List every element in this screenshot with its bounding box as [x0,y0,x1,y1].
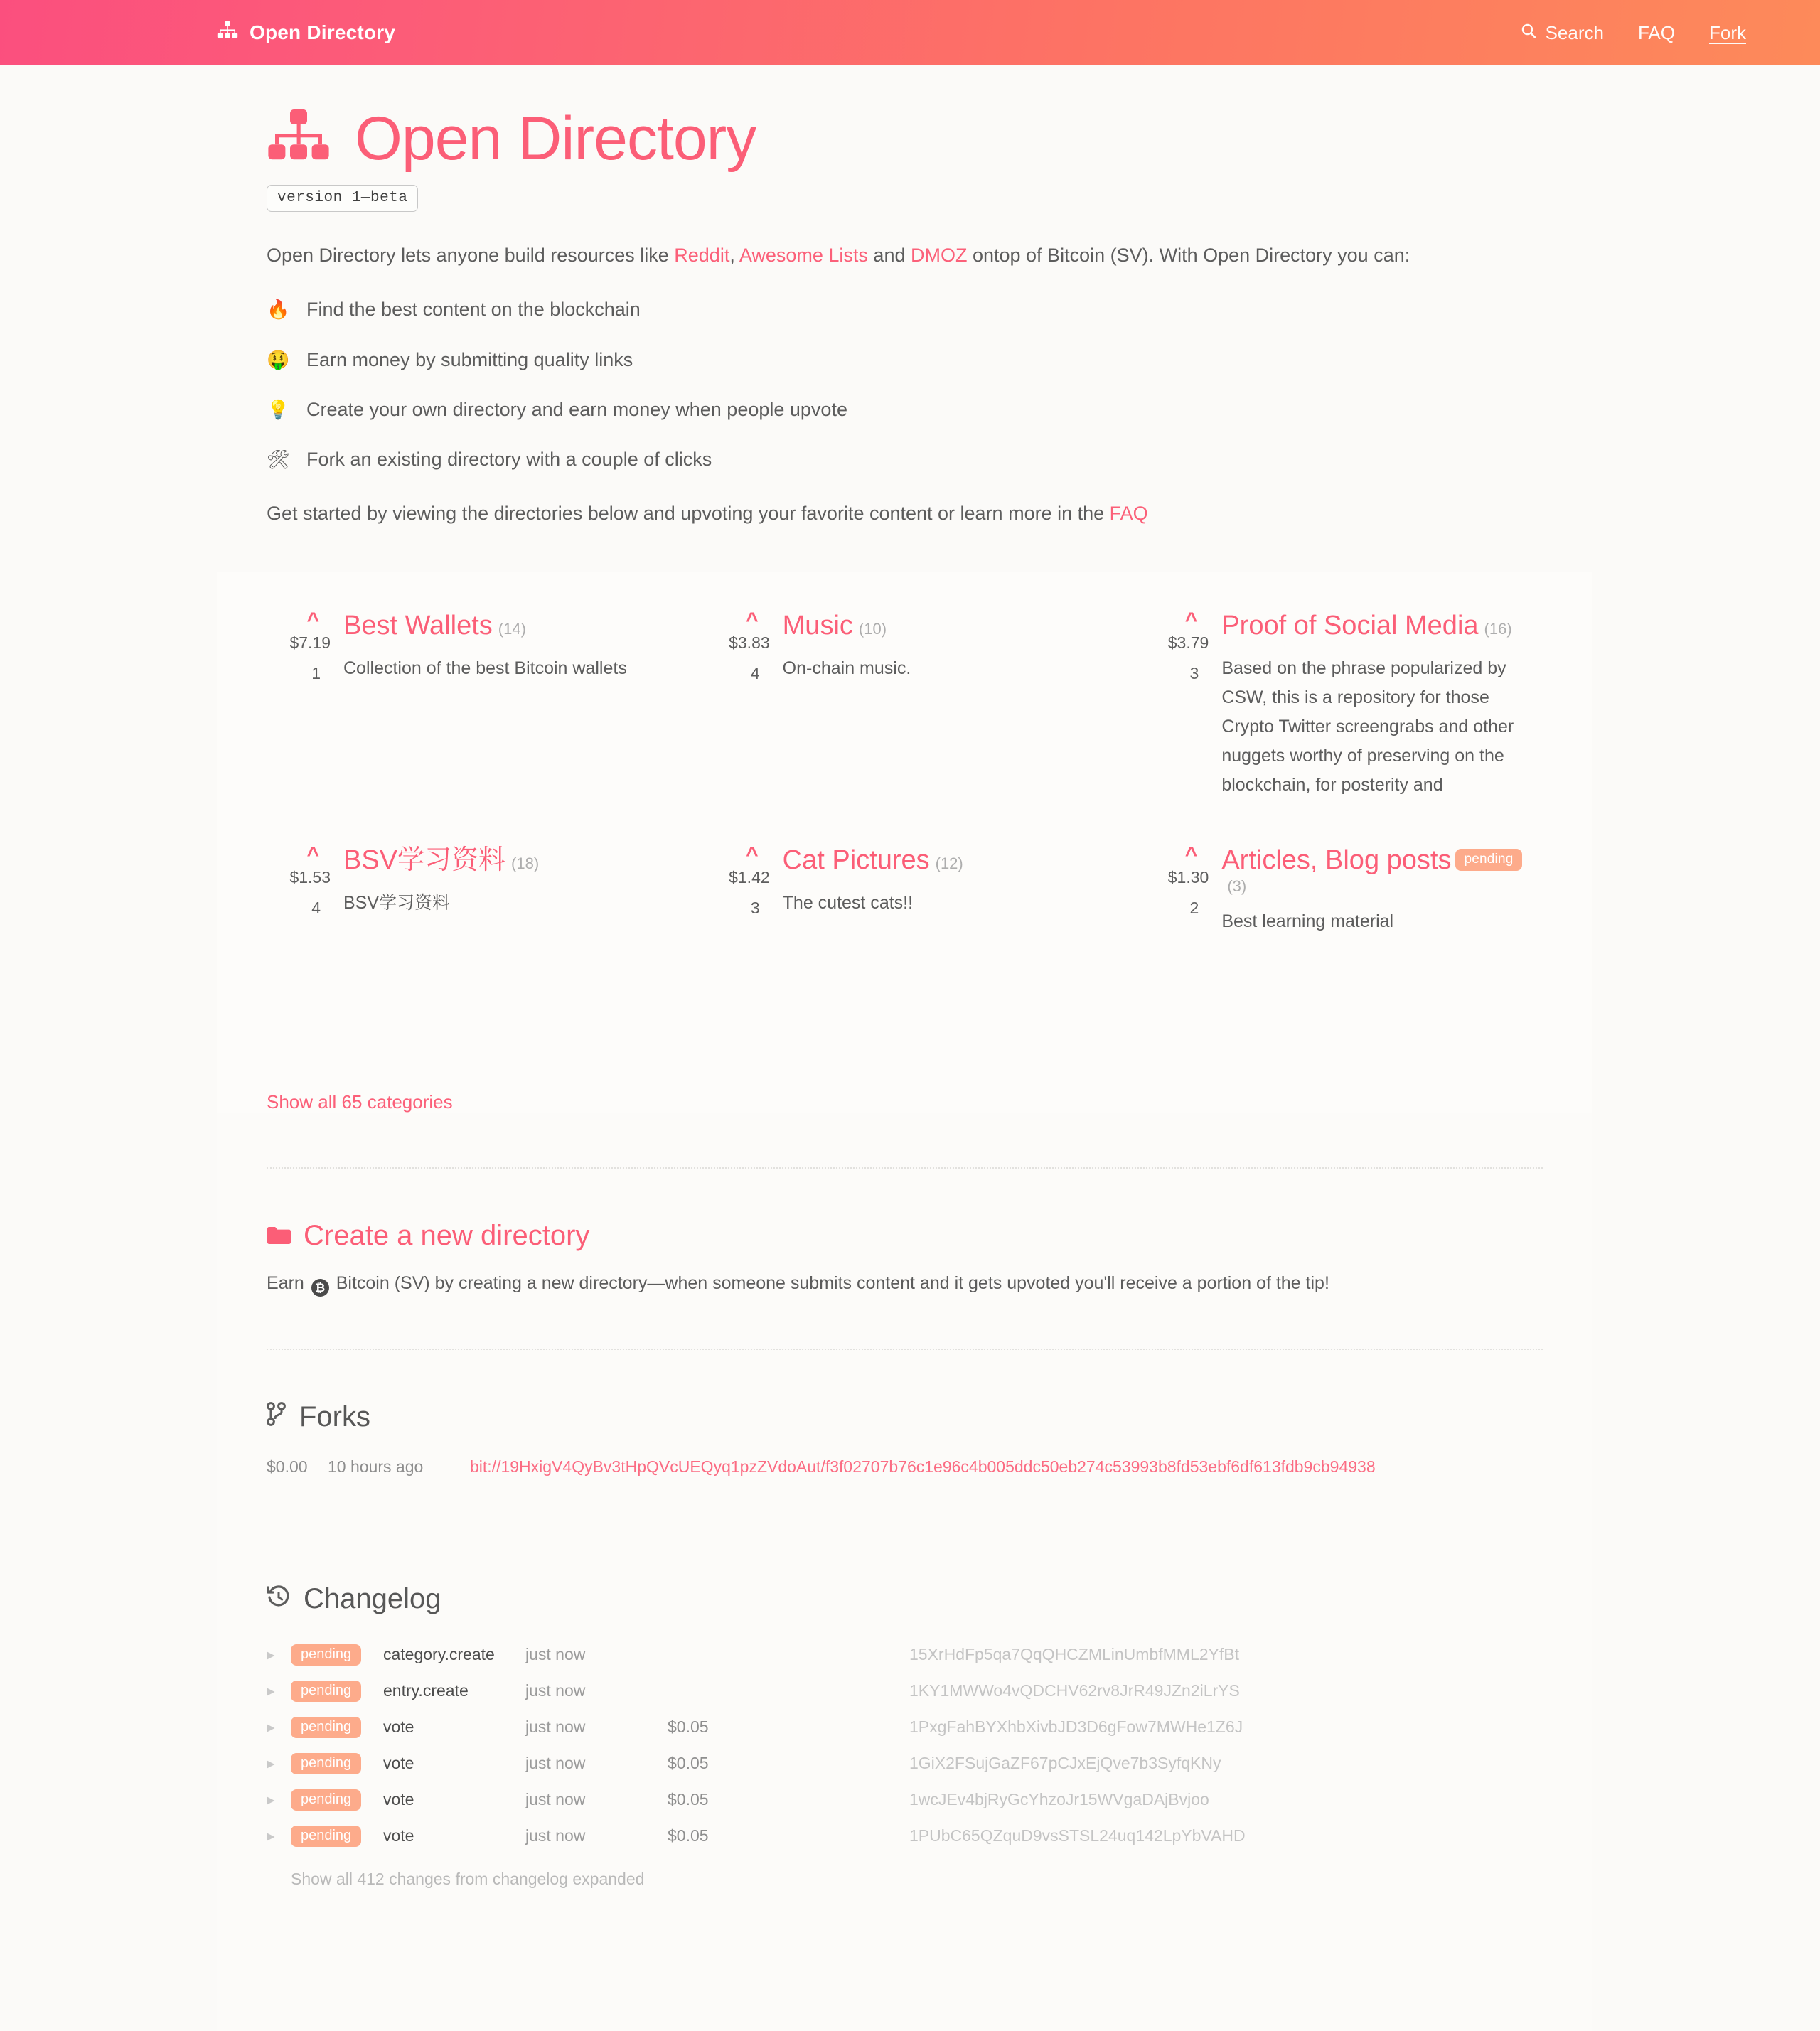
faq-inline-link[interactable]: FAQ [1109,502,1148,524]
fork-link[interactable]: Fork [1709,21,1746,43]
get-started-text: Get started by viewing the directories below and upvoting your favorite content or learn more in the [267,502,1110,524]
faq-link[interactable]: FAQ [1637,21,1675,43]
changelog-heading [267,1583,1543,1615]
amount-cell: $0.05 [668,1717,709,1737]
tx-cell: 15XrHdFp5qa7QqQHCZMLinUmbfMML2YfBt [909,1645,1239,1664]
category-amount: $3.79 [1167,633,1209,652]
get-started-paragraph [267,503,1543,525]
category-description: Based on the phrase popularized by CSW, this is a repository for those Crypto Twitter screengrabs and other nuggets worthy of preserving on the blockchain, for posterity and [1221,658,1514,795]
vote-column [1145,609,1221,825]
upvote-button[interactable]: ^ [746,608,759,632]
search-link[interactable] [1520,22,1604,44]
time-cell: just now [525,1681,586,1700]
sitemap-icon [217,21,238,45]
category-link[interactable]: Articles, Blog posts [1221,845,1452,875]
history-icon [267,1583,291,1615]
table-row [267,1745,1543,1781]
vote-column [706,609,783,825]
table-row [267,1673,1543,1709]
upvote-button[interactable]: ^ [746,842,759,867]
category-amount: $1.30 [1167,867,1209,886]
upvote-button[interactable]: ^ [306,608,319,632]
expand-row-button[interactable]: ▸ [267,1754,275,1773]
upvote-button[interactable]: ^ [306,842,319,867]
changelog-title: Changelog [304,1583,441,1615]
status-badge: pending [291,1789,361,1811]
category-body [1221,609,1543,825]
awesome-lists-link[interactable]: Awesome Lists [739,245,868,266]
vote-column [1145,844,1221,1060]
category-votes: 3 [750,898,760,917]
version-badge: version 1—beta [267,185,418,212]
amount-cell [668,1636,909,1673]
amount-cell: $0.05 [668,1754,709,1773]
changelog-section [217,1477,1592,1889]
amount-cell [668,1673,909,1709]
benefit-text: Fork an existing directory with a couple of clicks [306,449,712,471]
forks-heading [267,1401,1543,1433]
benefit-text: Find the best content on the blockchain [306,299,641,321]
status-badge: pending [291,1644,361,1666]
tx-cell: 1KY1MWWo4vQDCHV62rv8JrR49JZn2iLrYS [909,1681,1240,1700]
table-row [267,1709,1543,1745]
intro-sep-1: , [729,245,739,266]
category-grid [267,609,1543,1078]
category-votes: 1 [311,663,321,682]
create-directory-section [217,1169,1592,1298]
benefit-text: Earn money by submitting quality links [306,348,633,370]
table-row [267,1636,1543,1673]
benefits-list [267,298,1543,471]
amount-cell: $0.05 [668,1826,709,1845]
fork-url-link[interactable]: bit://19HxigV4QyBv3tHpQVcUEQyq1pzZVdoAut/f3f02707b76c1e96c4b005ddc50eb274c53993b8fd53ebf6df613fdb9cb94938 [470,1457,1376,1477]
list-item [267,448,1543,471]
create-directory-link[interactable] [267,1220,1543,1252]
expand-row-button[interactable]: ▸ [267,1681,275,1700]
status-badge: pending [291,1826,361,1847]
category-votes: 3 [1189,663,1199,682]
status-cell [291,1781,383,1818]
dmoz-link[interactable]: DMOZ [910,245,968,266]
expand-row-button[interactable]: ▸ [267,1645,275,1664]
list-item [267,348,1543,371]
search-label: Search [1545,21,1604,43]
folder-icon [267,1220,291,1252]
tx-cell: 1PxgFahBYXhbXivbJD3D6gFow7MWHe1Z6J [909,1717,1243,1737]
changelog-table [267,1636,1543,1854]
action-cell: vote [383,1826,414,1845]
benefit-text: Create your own directory and earn money when people upvote [306,398,847,420]
status-cell [291,1709,383,1745]
category-card [267,609,665,844]
category-count: (18) [511,854,540,872]
category-card [706,609,1104,844]
fork-amount: $0.00 [267,1457,308,1477]
git-fork-icon [267,1401,287,1433]
upvote-button[interactable]: ^ [1184,608,1198,632]
nav-links [1520,22,1774,44]
tx-cell: 1PUbC65QZquD9vsSTSL24uq142LpYbVAHD [909,1826,1246,1845]
category-description: BSV学习资料 [343,893,451,913]
category-link[interactable]: Music [782,610,853,641]
amount-cell: $0.05 [668,1790,709,1809]
category-body [783,844,1104,1060]
status-cell [291,1745,383,1781]
show-all-changes-link[interactable]: Show all 412 changes from changelog expanded [291,1870,645,1889]
intro-text-pre: Open Directory lets anyone build resources like [267,245,675,266]
intro-sep-2: and [867,245,911,266]
categories-section [217,572,1592,1113]
create-dir-text-pre: Earn [267,1272,309,1293]
time-cell: just now [525,1645,586,1664]
category-card [706,844,1104,1078]
list-item [267,298,1543,321]
top-navbar [0,0,1820,65]
list-item [267,398,1543,421]
tx-cell: 1GiX2FSujGaZF67pCJxEjQve7b3SyfqKNy [909,1754,1221,1773]
table-row [267,1818,1543,1854]
hero-section [217,65,1592,572]
status-badge: pending [291,1753,361,1774]
expand-row-button[interactable]: ▸ [267,1826,275,1845]
vote-column [706,844,783,1060]
category-votes: 2 [1189,898,1199,917]
tx-cell: 1wcJEv4bjRyGcYhzoJr15WVgaDAjBvjoo [909,1790,1209,1809]
category-description: Collection of the best Bitcoin wallets [343,658,627,679]
action-cell: vote [383,1754,414,1773]
time-cell: just now [525,1826,586,1845]
category-count: (10) [858,619,887,638]
fire-emoji: 🔥 [267,299,290,321]
fork-timestamp: 10 hours ago [328,1457,424,1477]
category-description: On-chain music. [782,658,911,679]
status-cell [291,1818,383,1854]
time-cell: just now [525,1717,586,1737]
search-icon [1520,22,1537,44]
category-amount: $1.42 [729,867,770,886]
category-amount: $7.19 [289,633,331,652]
status-badge: pending [291,1717,361,1738]
page-tail-spacer [217,1889,1592,1974]
category-card [1145,609,1543,844]
fork-row [267,1457,1543,1477]
action-cell: vote [383,1717,414,1737]
forks-title: Forks [299,1401,370,1433]
brand-label: Open Directory [250,21,396,43]
category-card [267,844,665,1078]
version-badge-wrap [267,169,1543,212]
category-card [1145,844,1543,1078]
expand-row-button[interactable]: ▸ [267,1717,275,1737]
table-row [267,1781,1543,1818]
status-cell [291,1636,383,1673]
intro-paragraph [267,242,1543,269]
tools-emoji: 🛠 [267,449,291,471]
show-all-categories-link[interactable]: Show all 65 categories [267,1090,453,1113]
category-description: Best learning material [1221,911,1394,932]
create-directory-description [267,1269,1543,1298]
category-link[interactable]: Proof of Social Media [1221,610,1479,641]
action-cell: category.create [383,1645,495,1664]
vote-column [267,844,343,1060]
category-amount: $1.53 [289,867,331,886]
category-amount: $3.83 [729,633,770,652]
category-count: (14) [498,619,526,638]
status-cell [291,1673,383,1709]
brand-link[interactable] [217,21,395,45]
action-cell: entry.create [383,1681,469,1700]
upvote-button[interactable]: ^ [1184,842,1198,867]
forks-section [217,1350,1592,1477]
category-link[interactable]: Best Wallets [343,610,493,641]
category-votes: 4 [311,898,321,917]
page-shell [217,65,1592,2031]
action-cell: vote [383,1790,414,1809]
money-face-emoji: 🤑 [267,348,290,370]
category-count: (12) [935,854,963,872]
intro-text-post: ontop of Bitcoin (SV). With Open Directory you can: [967,245,1410,266]
category-link[interactable]: Cat Pictures [782,845,930,875]
category-count: (16) [1484,619,1512,638]
reddit-link[interactable]: Reddit [674,245,730,266]
status-badge: pending [291,1681,361,1702]
expand-row-button[interactable]: ▸ [267,1790,275,1809]
sitemap-icon [267,109,331,168]
category-count: (3) [1227,877,1247,896]
category-body [343,609,665,825]
category-description: The cutest cats!! [782,893,914,913]
bitcoin-icon: ₿ [311,1279,329,1297]
category-body [783,609,1104,825]
time-cell: just now [525,1754,586,1773]
time-cell: just now [525,1790,586,1809]
category-link[interactable]: BSV学习资料 [343,845,506,875]
title-row [267,105,1543,173]
category-body [1221,844,1543,1060]
category-votes: 4 [750,663,760,682]
vote-column [267,609,343,825]
lightbulb-emoji: 💡 [267,398,290,420]
page-title: Open Directory [355,105,756,173]
create-directory-label: Create a new directory [304,1219,590,1251]
category-body [343,844,665,1060]
create-dir-text-post: Bitcoin (SV) by creating a new directory—when someone submits content and it gets upvoted you'll receive a portion of the tip! [331,1272,1329,1293]
status-badge: pending [1455,849,1521,871]
